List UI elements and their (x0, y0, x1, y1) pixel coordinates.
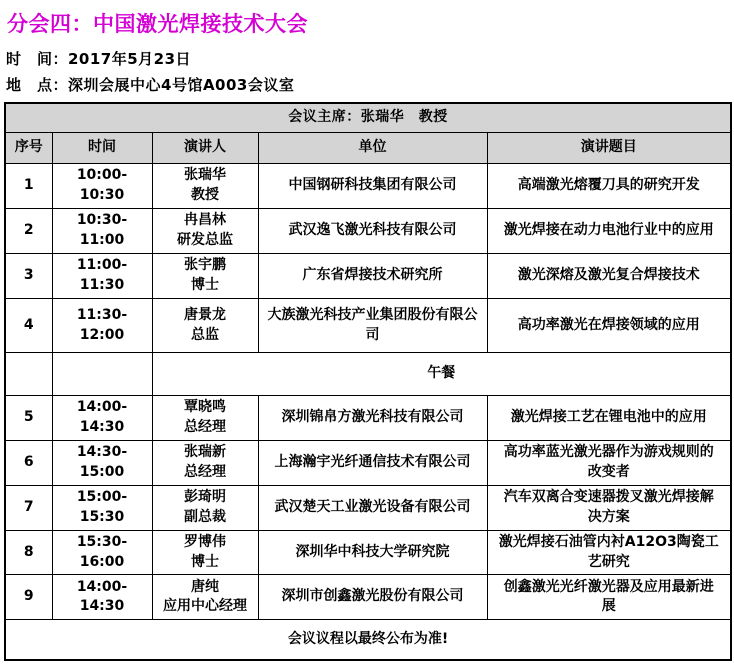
empty-cell (5, 353, 52, 396)
speaker-cell (152, 486, 258, 531)
org-cell: 武汉楚天工业激光设备有限公司 (258, 486, 487, 531)
speaker-name: 罗博伟 (184, 534, 226, 550)
topic-cell: 高端激光熔覆刀具的研究开发 (487, 164, 731, 209)
table-row (5, 396, 731, 441)
speaker-name: 彭琦明 (184, 489, 226, 506)
speaker-title: 博士 (191, 277, 219, 293)
time-cell: 15:00-15:30 (52, 486, 152, 531)
org-cell: 大族激光科技产业集团股份有限公司 (258, 299, 487, 353)
org-cell: 上海瀚宇光纤通信技术有限公司 (258, 441, 487, 486)
speaker-title: 总经理 (184, 464, 226, 480)
meta-location: 地 点：深圳会展中心4号馆A003会议室 (6, 76, 295, 94)
speaker-cell (152, 299, 258, 353)
org-cell: 武汉逸飞激光科技有限公司 (258, 209, 487, 254)
topic-cell: 高功率蓝光激光器作为游戏规则的改变者 (487, 441, 731, 486)
speaker-cell (152, 531, 258, 575)
speaker-cell (152, 164, 258, 209)
row-number-cell: 7 (5, 486, 52, 531)
speaker-name: 唐纯 (191, 578, 219, 595)
time-cell: 14:30-15:00 (52, 441, 152, 486)
speaker-title: 教授 (191, 187, 219, 203)
schedule-table (4, 102, 732, 661)
topic-cell: 激光焊接工艺在锂电池中的应用 (487, 396, 731, 441)
time-cell: 15:30-16:00 (52, 531, 152, 575)
table-row (5, 575, 731, 620)
speaker-cell (152, 441, 258, 486)
row-number-cell: 8 (5, 531, 52, 575)
row-number-cell: 4 (5, 299, 52, 353)
org-cell: 深圳华中科技大学研究院 (258, 531, 487, 575)
table-row (5, 164, 731, 209)
speaker-title: 副总裁 (184, 509, 226, 525)
speaker-title: 研发总监 (177, 232, 233, 248)
time-cell: 11:30-12:00 (52, 299, 152, 353)
time-cell: 10:00-10:30 (52, 164, 152, 209)
chair-row (5, 103, 731, 133)
topic-cell: 激光深熔及激光复合焊接技术 (487, 254, 731, 299)
column-header-topic: 演讲题目 (487, 133, 731, 164)
speaker-title: 博士 (191, 553, 219, 570)
speaker-name: 唐景龙 (184, 306, 226, 323)
speaker-cell (152, 396, 258, 441)
table-row (5, 486, 731, 531)
table-row (5, 441, 731, 486)
topic-cell: 汽车双离合变速器拨叉激光焊接解决方案 (487, 486, 731, 531)
column-header-speaker: 演讲人 (152, 133, 258, 164)
time-cell: 14:00-14:30 (52, 575, 152, 620)
meta-time: 时 间：2017年5月23日 (6, 50, 192, 68)
row-number-cell: 5 (5, 396, 52, 441)
speaker-title: 总监 (191, 326, 219, 343)
time-cell: 10:30-11:00 (52, 209, 152, 254)
speaker-cell (152, 575, 258, 620)
time-cell: 14:00-14:30 (52, 396, 152, 441)
row-number-cell: 1 (5, 164, 52, 209)
table-row (5, 531, 731, 575)
column-header-row (5, 133, 731, 164)
topic-cell: 激光焊接石油管内衬A12O3陶瓷工艺研究 (487, 531, 731, 575)
chair-cell: 会议主席：张瑞华 教授 (5, 103, 731, 133)
org-cell: 深圳锦帛方激光科技有限公司 (258, 396, 487, 441)
row-number-cell: 3 (5, 254, 52, 299)
column-header-time: 时间 (52, 133, 152, 164)
speaker-cell (152, 254, 258, 299)
page-title: 分会四：中国激光焊接技术大会 (7, 12, 308, 36)
footer-note-cell: 会议议程以最终公布为准! (5, 620, 731, 660)
lunch-row (5, 353, 731, 396)
table-row (5, 299, 731, 353)
table-row (5, 209, 731, 254)
speaker-title: 应用中心经理 (163, 598, 247, 615)
column-header-org: 单位 (258, 133, 487, 164)
row-number-cell: 6 (5, 441, 52, 486)
column-header-no: 序号 (5, 133, 52, 164)
org-cell: 深圳市创鑫激光股份有限公司 (258, 575, 487, 620)
topic-cell: 高功率激光在焊接领域的应用 (487, 299, 731, 353)
speaker-name: 覃晓鸣 (184, 399, 226, 416)
org-cell: 中国钢研科技集团有限公司 (258, 164, 487, 209)
topic-cell: 创鑫激光光纤激光器及应用最新进展 (487, 575, 731, 620)
speaker-title: 总经理 (184, 419, 226, 435)
row-number-cell: 2 (5, 209, 52, 254)
row-number-cell: 9 (5, 575, 52, 620)
org-cell: 广东省焊接技术研究所 (258, 254, 487, 299)
speaker-cell (152, 209, 258, 254)
speaker-name: 张瑞新 (184, 444, 226, 461)
time-cell: 11:00-11:30 (52, 254, 152, 299)
speaker-name: 张宇鹏 (184, 257, 226, 274)
speaker-name: 冉昌林 (184, 212, 226, 229)
footer-row (5, 620, 731, 660)
table-row (5, 254, 731, 299)
lunch-cell: 午餐 (152, 353, 731, 396)
empty-cell (52, 353, 152, 396)
speaker-name: 张瑞华 (184, 167, 226, 184)
topic-cell: 激光焊接在动力电池行业中的应用 (487, 209, 731, 254)
